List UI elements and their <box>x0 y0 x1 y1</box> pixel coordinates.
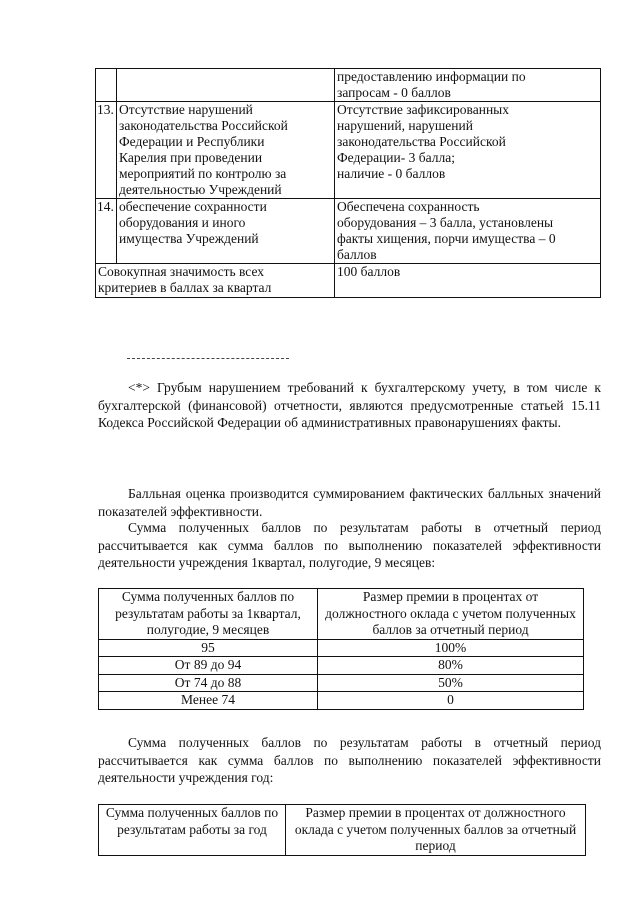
criterion-name <box>117 69 335 102</box>
criterion-value: Обеспечена сохранность оборудования – 3 балла, установлены факты хищения, порчи имущества – 0 баллов <box>335 199 601 264</box>
table-cell: 80% <box>318 657 584 675</box>
footnote-separator <box>127 358 289 359</box>
table-row <box>96 199 601 264</box>
row-number: 14. <box>96 199 117 264</box>
header-cell: Сумма полученных баллов по результатам работы за 1квартал, полугодие, 9 месяцев <box>99 589 318 640</box>
table-cell: 0 <box>318 692 584 710</box>
score-intro-paragraph: Балльная оценка производится суммированием фактических балльных значений показателей эффективности. <box>98 486 601 519</box>
table-header-row <box>99 589 584 640</box>
sum-year-paragraph: Сумма полученных баллов по результатам работы в отчетный период рассчитывается как сумма баллов по выполнению показателей эффективности деятельности учреждения год: <box>98 735 601 785</box>
table-header-row <box>99 805 586 856</box>
criterion-name: обеспечение сохранности оборудования и иного имущества Учреждений <box>117 199 335 264</box>
year-bonus-table <box>98 804 586 856</box>
row-number: 13. <box>96 102 117 199</box>
footnote: <*> Грубым нарушением требований к бухгалтерскому учету, в том числе к бухгалтерской (финансовой) отчетности, являются предусмотренные статьей 15.11 Кодекса Российской Федерации об административных правонарушениях факты. <box>98 380 601 430</box>
header-cell: Сумма полученных баллов по результатам работы за год <box>99 805 286 856</box>
table-row <box>99 657 584 675</box>
criteria-table <box>95 68 601 298</box>
table-cell: От 89 до 94 <box>99 657 318 675</box>
total-label: Совокупная значимость всех критериев в баллах за квартал <box>96 264 335 298</box>
row-number <box>96 69 117 102</box>
table-row <box>99 639 584 657</box>
criterion-value: предоставлению информации по запросам - 0 баллов <box>335 69 601 102</box>
table-row <box>99 692 584 710</box>
table-cell: 95 <box>99 639 318 657</box>
sum-quarter-paragraph: Сумма полученных баллов по результатам работы в отчетный период рассчитывается как сумма баллов по выполнению показателей эффективности деятельности учреждения 1квартал, полугодие, 9 месяцев: <box>98 520 601 570</box>
table-cell: От 74 до 88 <box>99 674 318 692</box>
table-cell: 50% <box>318 674 584 692</box>
table-row <box>99 674 584 692</box>
total-value: 100 баллов <box>335 264 601 298</box>
criterion-name: Отсутствие нарушений законодательства Российской Федерации и Республики Карелия при проведении мероприятий по контролю за деятельностью Учреждений <box>117 102 335 199</box>
header-cell: Размер премии в процентах от должностного оклада с учетом полученных баллов за отчетный период <box>318 589 584 640</box>
table-row <box>96 102 601 199</box>
table-row-total <box>96 264 601 298</box>
table-cell: Менее 74 <box>99 692 318 710</box>
table-row <box>96 69 601 102</box>
quarter-bonus-table <box>98 588 584 710</box>
criterion-value: Отсутствие зафиксированных нарушений, нарушений законодательства Российской Федерации- 3 балла; наличие - 0 баллов <box>335 102 601 199</box>
header-cell: Размер премии в процентах от должностного оклада с учетом полученных баллов за отчетный период <box>286 805 586 856</box>
table-cell: 100% <box>318 639 584 657</box>
